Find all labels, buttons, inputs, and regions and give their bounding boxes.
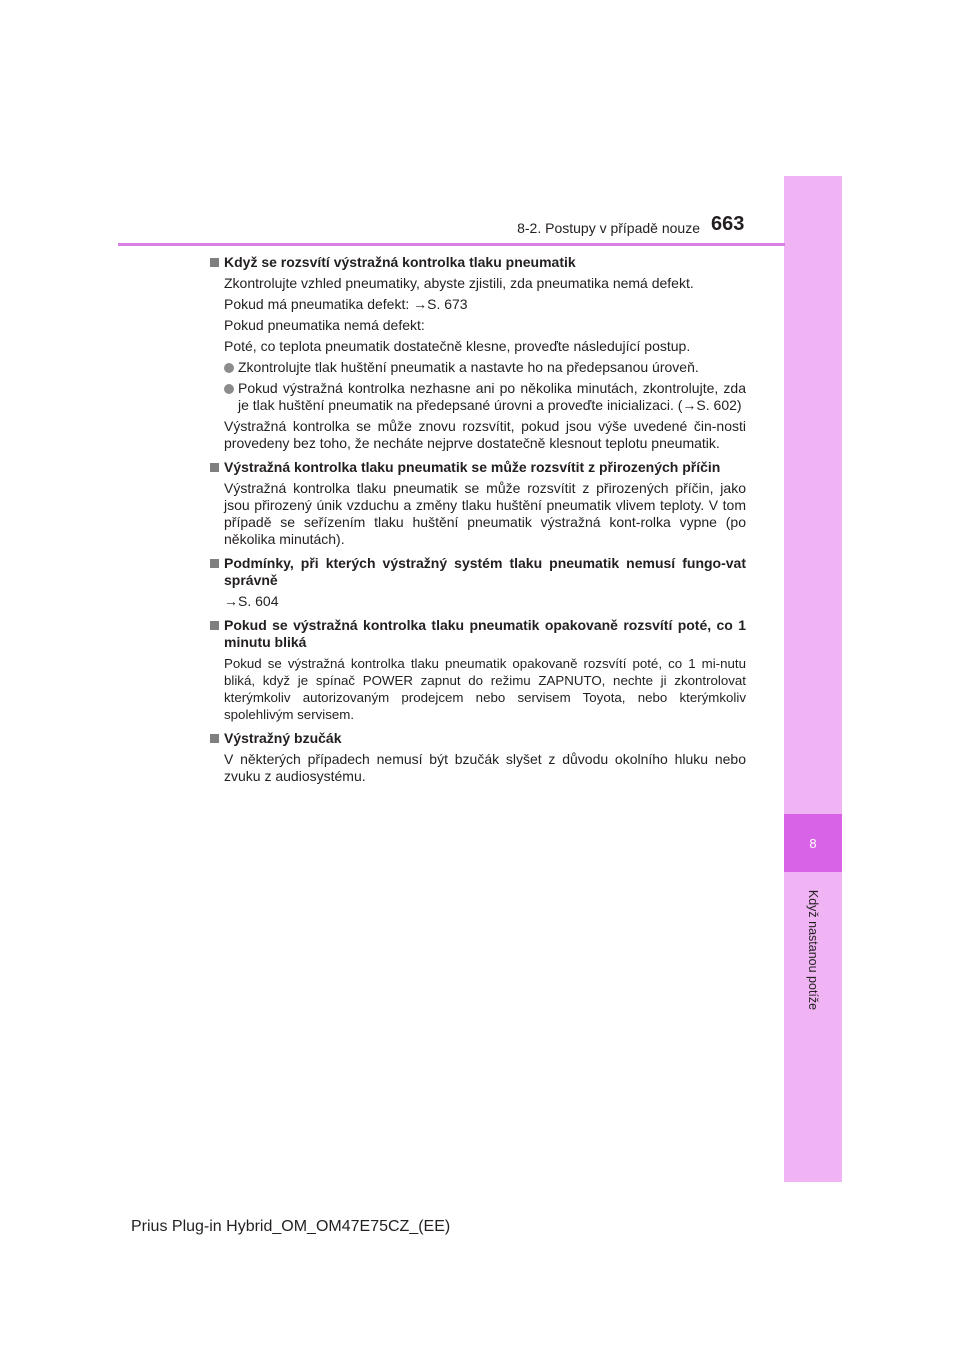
section-heading: Pokud se výstražná kontrolka tlaku pneumatik opakovaně rozsvítí poté, co 1 minutu bliká	[210, 617, 746, 651]
section-repeated-light	[210, 617, 746, 723]
section-title: 8-2. Postupy v případě nouze	[517, 220, 700, 236]
square-bullet-icon	[210, 734, 219, 743]
section-heading: Když se rozsvítí výstražná kontrolka tlaku pneumatik	[210, 254, 746, 271]
section-natural-causes	[210, 459, 746, 548]
paragraph-page-reference: →S. 604	[224, 593, 279, 609]
round-bullet-icon	[224, 363, 234, 373]
bullet-item: Pokud výstražná kontrolka nezhasne ani po několika minutách, zkontrolujte, zda je tlak huštění pneumatik na předepsané úrovni a proveďte inicializaci. (→S. 602)	[210, 380, 746, 414]
chapter-title-vertical	[784, 885, 842, 1025]
section-malfunction-conditions	[210, 555, 746, 610]
page-number: 663	[711, 213, 745, 235]
round-bullet-icon	[224, 384, 234, 394]
section-heading: Výstražná kontrolka tlaku pneumatik se může rozsvítit z přirozených příčin	[210, 459, 746, 476]
chapter-title: Když nastanou potíže	[806, 889, 820, 1011]
square-bullet-icon	[210, 258, 219, 267]
paragraph: Pokud se výstražná kontrolka tlaku pneumatik opakovaně rozsvítí poté, co 1 mi-nutu bliká, když je spínač POWER zapnut do režimu ZAPNUTO, nechte ji zkontrolovat kterýmkoliv autorizovaným prodejcem nebo servisem Toyota, nebo kterýmkoliv spolehlivým servisem.	[224, 656, 746, 722]
paragraph: Pokud pneumatika nemá defekt:	[224, 317, 425, 333]
document-footer: Prius Plug-in Hybrid_OM_OM47E75CZ_(EE)	[131, 1218, 451, 1235]
square-bullet-icon	[210, 463, 219, 472]
paragraph: V některých případech nemusí být bzučák slyšet z důvodu okolního hluku nebo zvuku z audiosystému.	[224, 751, 746, 784]
paragraph-page-reference: Pokud má pneumatika defekt: →S. 673	[224, 296, 468, 312]
page-content	[210, 254, 746, 792]
section-warning-buzzer	[210, 730, 746, 785]
bullet-item: Zkontrolujte tlak huštění pneumatik a nastavte ho na předepsanou úroveň.	[210, 359, 746, 376]
chapter-side-tab	[784, 176, 842, 1182]
paragraph: Zkontrolujte vzhled pneumatiky, abyste zjistili, zda pneumatika nemá defekt.	[224, 275, 694, 291]
paragraph: Poté, co teplota pneumatik dostatečně klesne, proveďte následující postup.	[224, 338, 691, 354]
paragraph: Výstražná kontrolka tlaku pneumatik se může rozsvítit z přirozených příčin, jako jsou přirozený únik vzduchu a změny tlaku huštění pneumatik vlivem teploty. V tom případě se seřízením tlaku huštění pneumatik výstražná kont-rolka vypne (po několika minutách).	[224, 480, 746, 547]
paragraph-note: Výstražná kontrolka se může znovu rozsvítit, pokud jsou výše uvedené čin-nosti provedeny bez toho, že necháte nejprve dostatečně klesnout teplotu pneumatik.	[224, 418, 746, 451]
section-heading: Podmínky, při kterých výstražný systém tlaku pneumatik nemusí fungo-vat správně	[210, 555, 746, 589]
section-heading: Výstražný bzučák	[210, 730, 746, 747]
section-tpms-light-on	[210, 254, 746, 452]
square-bullet-icon	[210, 559, 219, 568]
header-divider	[118, 243, 785, 246]
chapter-number: 8	[784, 814, 842, 872]
square-bullet-icon	[210, 621, 219, 630]
